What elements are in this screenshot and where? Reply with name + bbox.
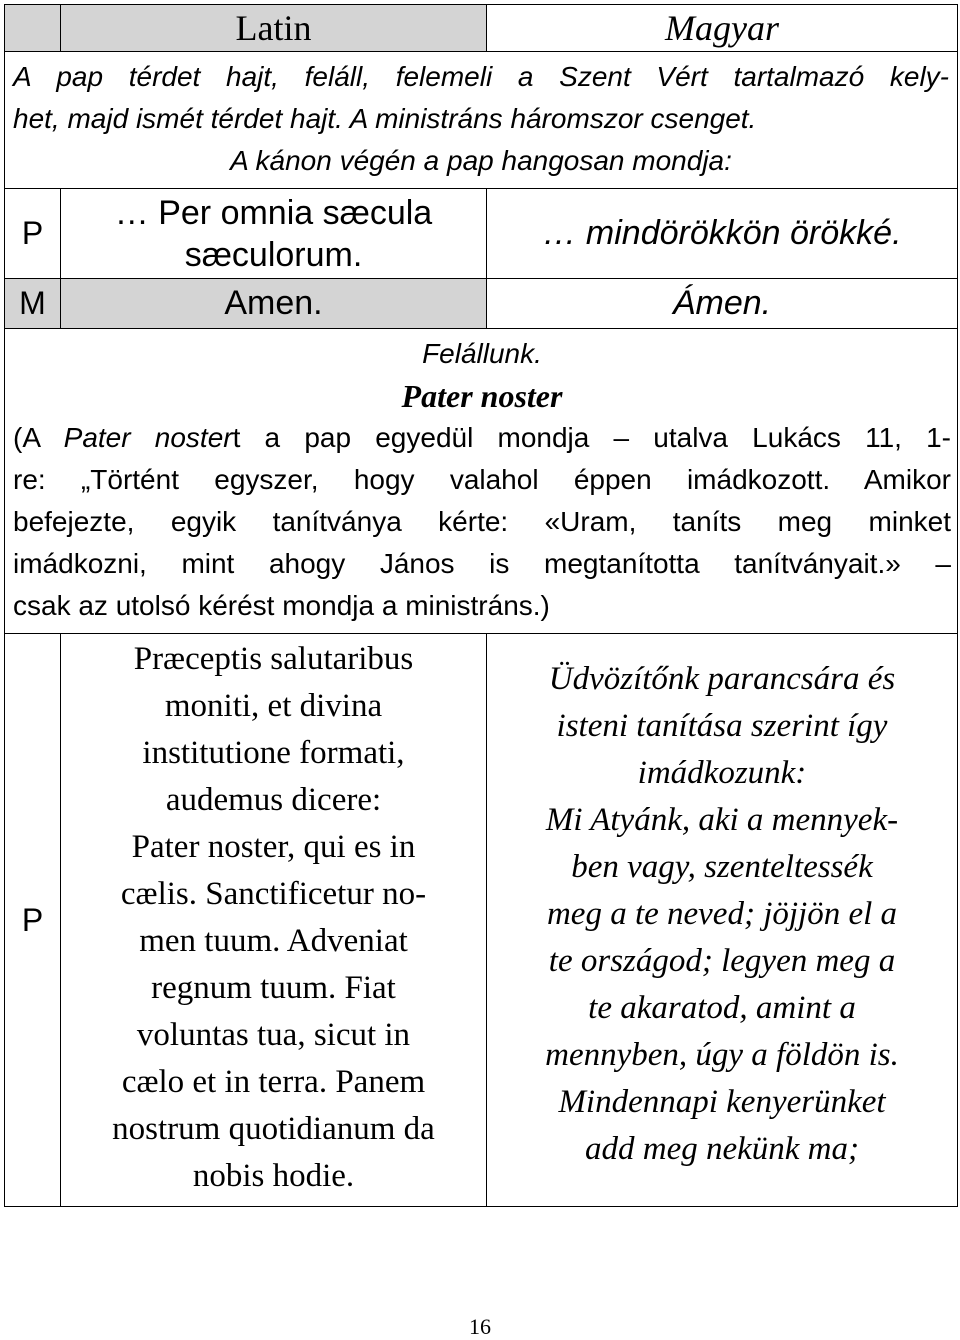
header-row xyxy=(5,5,958,52)
rubric-stand: Felállunk. xyxy=(422,338,542,369)
rubric-line: het, majd ismét térdet hajt. A ministráns háromszor csenget. xyxy=(13,103,757,134)
rubric-note-line: imádkozni, mint ahogy János is megtanította tanítványait.» – xyxy=(13,548,951,579)
prayer-line: isteni tanítása szerint így xyxy=(556,708,888,744)
speaker-label: P xyxy=(5,634,61,1207)
liturgy-table xyxy=(4,4,958,1207)
rubric-line: A pap térdet hajt, feláll, felemeli a Szent Vért tartalmazó kely- xyxy=(13,61,949,92)
latin-lines xyxy=(69,636,478,1200)
note-text: (A xyxy=(13,422,64,453)
rubric-note-line: befejezte, egyik tanítványa kérte: «Uram, taníts meg minket xyxy=(13,506,951,537)
header-latin: Latin xyxy=(61,5,487,52)
prayer-line: moniti, et divina xyxy=(164,688,383,724)
latin-text xyxy=(61,634,487,1207)
rubric-row-1 xyxy=(5,52,958,189)
page-number: 16 xyxy=(469,1314,491,1339)
prayer-line: ben vagy, szenteltessék xyxy=(571,849,873,885)
header-magyar: Magyar xyxy=(487,5,958,52)
speaker-label: P xyxy=(5,189,61,279)
latin-text: Amen. xyxy=(61,279,487,329)
prayer-line: Præceptis salutaribus xyxy=(133,641,414,677)
rubric-note-line xyxy=(13,417,951,459)
prayer-line: institutione formati, xyxy=(142,735,405,771)
prayer-line: men tuum. Adveniat xyxy=(139,923,408,959)
prayer-line: add meg nekünk ma; xyxy=(585,1131,859,1167)
rubric-note-line: re: „Történt egyszer, hogy valahol éppen imádkozott. Amikor xyxy=(13,464,951,495)
prayer-line: meg a te neved; jöjjön el a xyxy=(546,896,898,932)
magyar-lines xyxy=(495,656,949,1173)
prayer-row-p2 xyxy=(5,634,958,1207)
prayer-line: regnum tuum. Fiat xyxy=(151,970,396,1006)
magyar-text xyxy=(487,634,958,1207)
prayer-line: mennyben, úgy a földön is. xyxy=(545,1037,899,1073)
note-text-italic: Pater noster xyxy=(63,422,233,453)
magyar-text: … mindörökkön örökké. xyxy=(487,189,958,279)
prayer-line: voluntas tua, sicut in xyxy=(136,1017,411,1053)
header-speaker-cell xyxy=(5,5,61,52)
latin-line: … Per omnia sæcula xyxy=(114,193,433,232)
prayer-line: Mi Atyánk, aki a mennyek- xyxy=(545,802,899,838)
prayer-line: cælo et in terra. Panem xyxy=(121,1064,426,1100)
prayer-line: imádkozunk: xyxy=(637,755,807,791)
speaker-label: M xyxy=(5,279,61,329)
rubric-note-line: csak az utolsó kérést mondja a ministráns.) xyxy=(13,590,550,621)
prayer-line: Pater noster, qui es in xyxy=(131,829,416,865)
prayer-line: cælis. Sanctificetur no- xyxy=(120,876,427,912)
rubric-line: A kánon végén a pap hangosan mondja: xyxy=(230,145,732,176)
section-title: Pater noster xyxy=(401,378,563,414)
prayer-line: Üdvözítőnk parancsára és xyxy=(548,661,896,697)
note-text: t a pap egyedül mondja – utalva Lukács 11, 1- xyxy=(232,422,952,453)
prayer-line: nostrum quotidianum da xyxy=(112,1111,435,1147)
latin-text xyxy=(61,189,487,279)
prayer-line: te akaratod, amint a xyxy=(588,990,856,1026)
prayer-line: te országod; legyen meg a xyxy=(548,943,896,979)
latin-line: sæculorum. xyxy=(184,235,363,274)
rubric-row-2 xyxy=(5,329,958,634)
response-row-m xyxy=(5,279,958,329)
prayer-line: nobis hodie. xyxy=(192,1158,355,1194)
prayer-line: audemus dicere: xyxy=(165,782,382,818)
prayer-row-p1 xyxy=(5,189,958,279)
magyar-text: Ámen. xyxy=(487,279,958,329)
prayer-line: Mindennapi kenyerünket xyxy=(558,1084,886,1120)
